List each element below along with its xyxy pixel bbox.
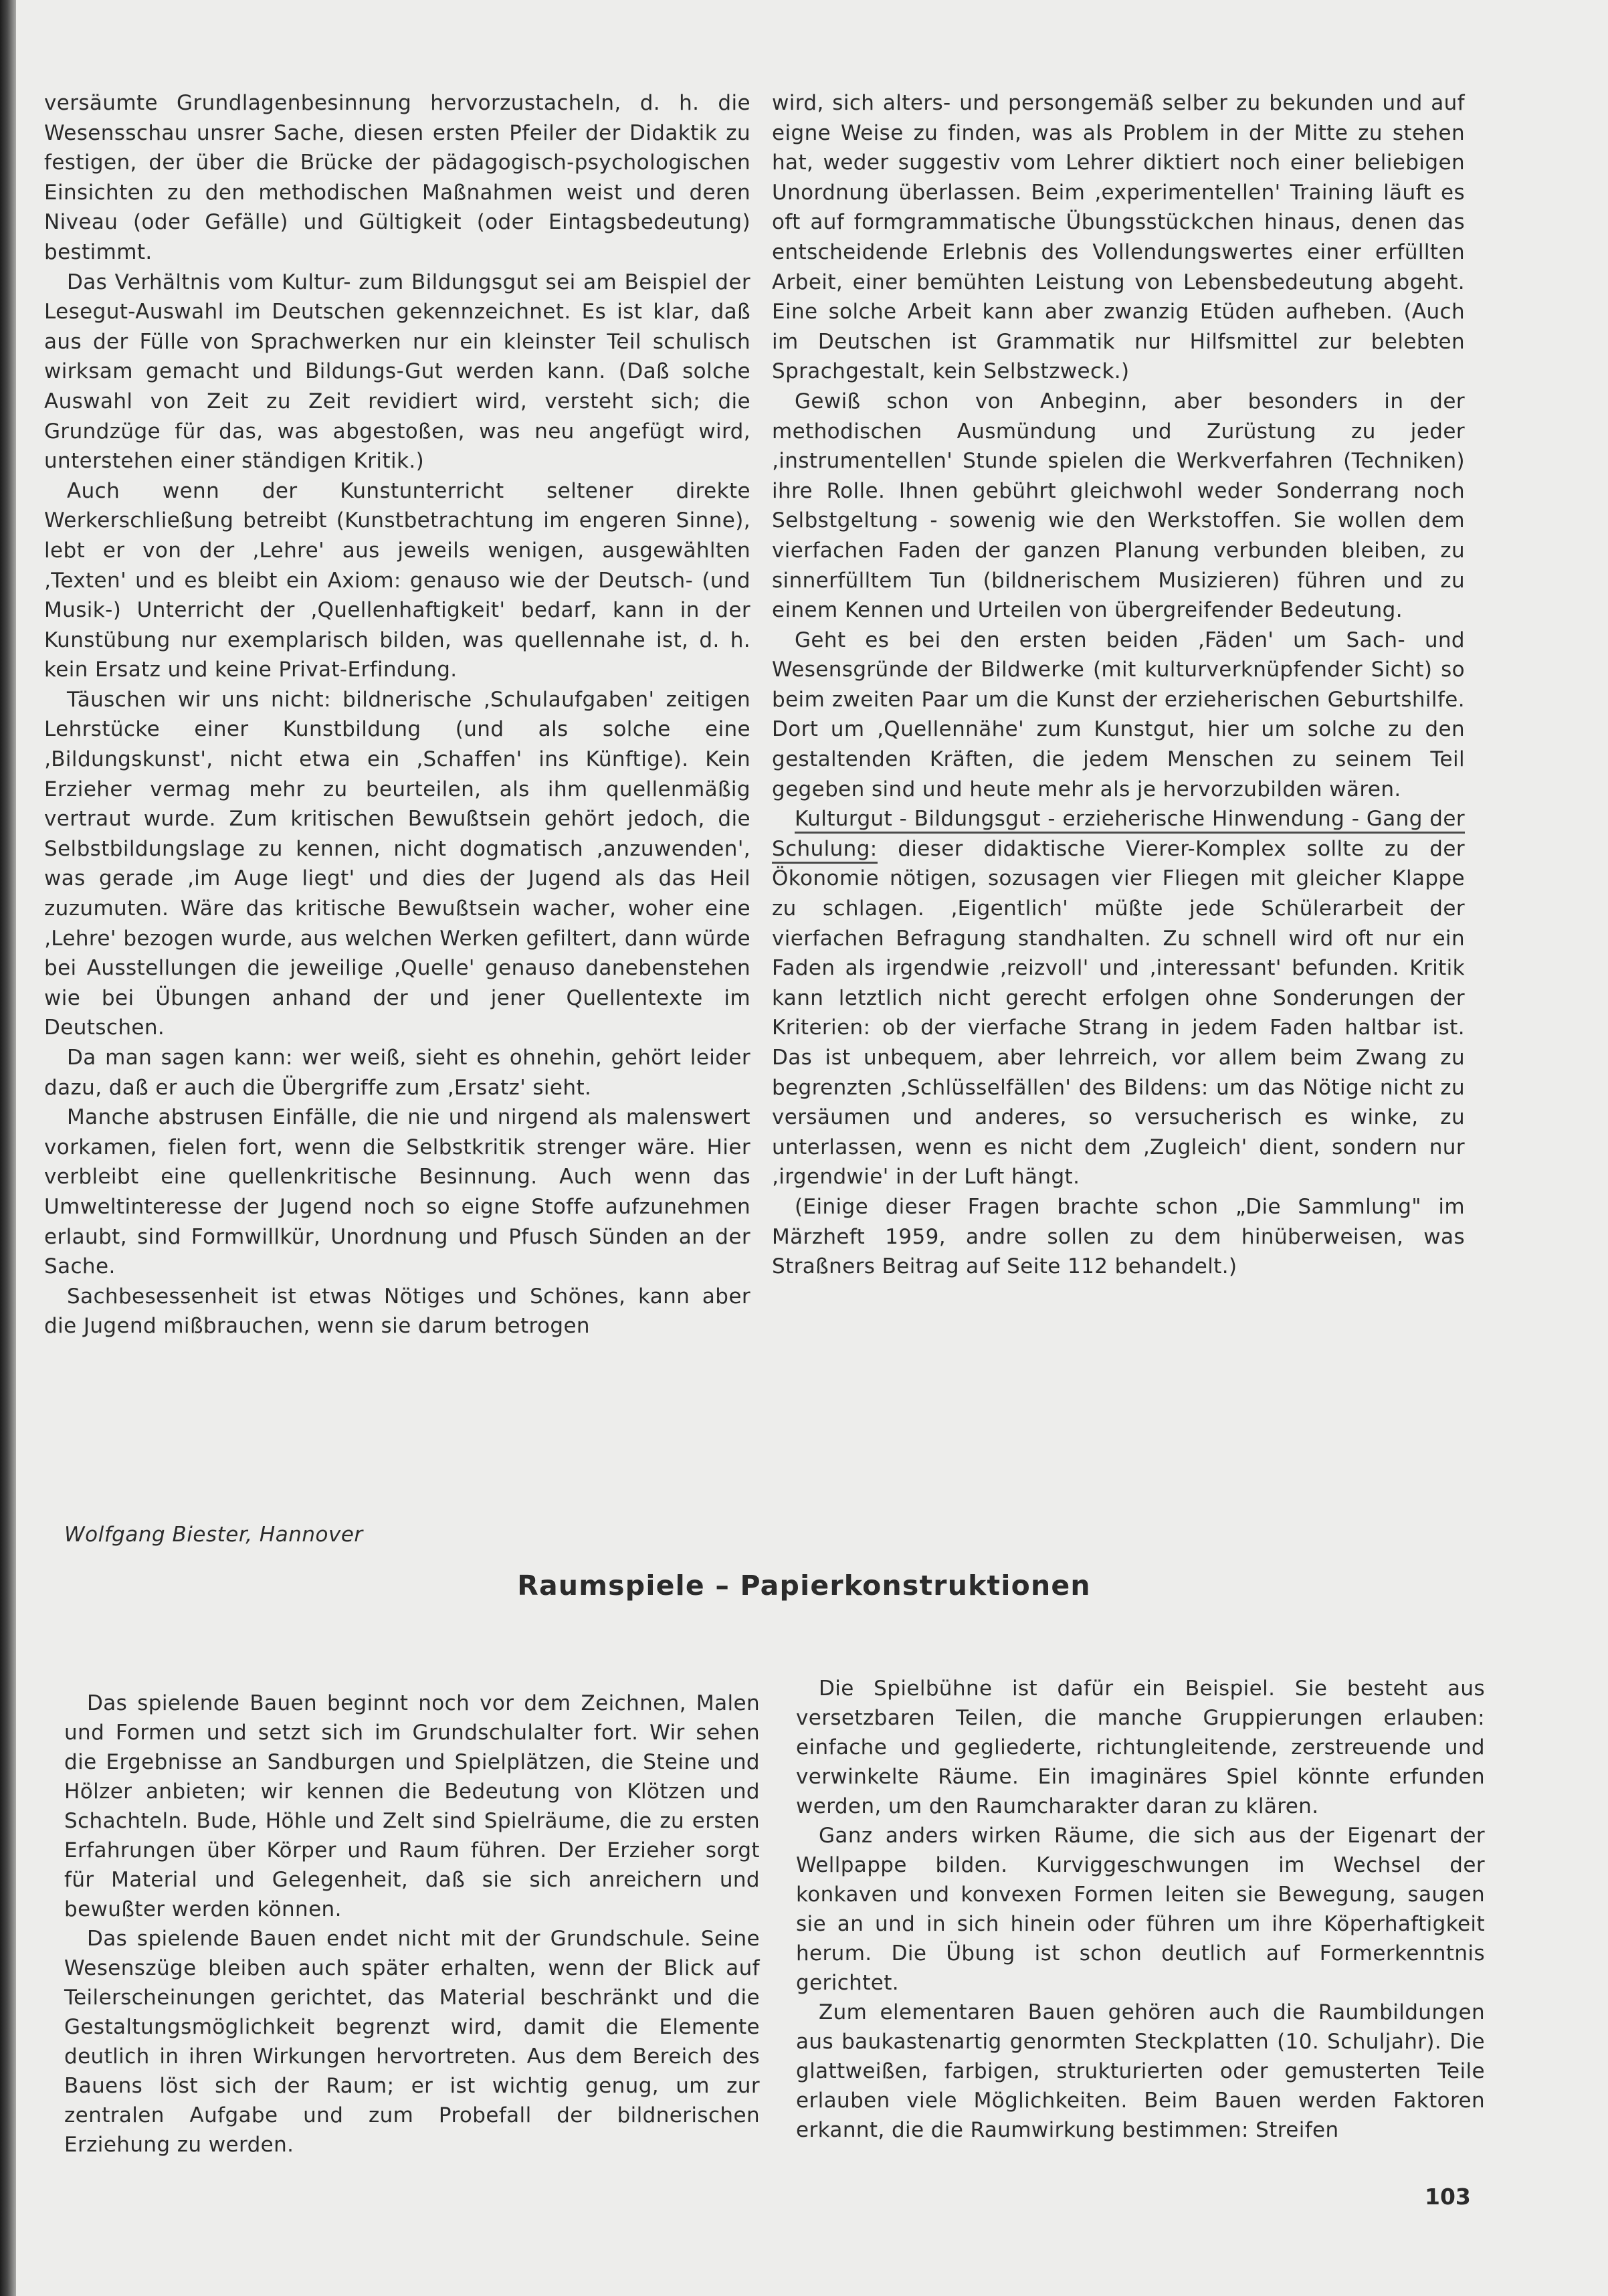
paragraph: (Einige dieser Fragen brachte schon „Die Sammlung" im Märzheft 1959, andre sollen zu dem hinüberweisen, was Straßners Beitrag auf Seite 112 behandelt.) [772,1194,1465,1279]
paragraph-continuation: dieser didaktische Vierer-Komplex sollte zu der Ökonomie nötigen, sozusagen vier Fliegen mit gleicher Klappe zu schlagen. ‚Eigentlich' müßte jede Schülerarbeit der vierfachen Befragung standhalten. Zu schnell wird oft nur ein Faden als irgendwie ‚reizvoll' und ‚interessant' befunden. Kritik kann letztlich nicht gerecht erfolgen ohne Sonderungen der Kriterien: ob der vierfache Strang in jedem Faden haltbar ist. Das ist unbequem, aber lehrreich, vor allem beim Zwang zu begrenzten ‚Schlüsselfällen' des Bildens: um das Nötige nicht zu versäumen und anderes, so versucherisch es winke, zu unterlassen, wenn es nicht dem ‚Zugleich' dient, sondern nur ‚irgendwie' in der Luft hängt. [772,836,1465,1189]
paragraph: Sachbesessenheit ist etwas Nötiges und Schönes, kann aber die Jugend mißbrauchen, wenn sie darum betrogen [44,1284,750,1339]
paragraph: wird, sich alters- und persongemäß selber zu bekunden und auf eigne Weise zu finden, was als Problem in der Mitte zu stehen hat, weder suggestiv vom Lehrer diktiert noch einer beliebigen Unordnung überlassen. Beim ‚experimentellen' Training läuft es oft auf formgrammatische Übungsstückchen hinaus, denen das entscheidende Erlebnis des Vollendungswertes einer erfüllten Arbeit, einer bemühten Leistung von Lebensbedeutung abgeht. Eine solche Arbeit kann aber zwanzig Etüden aufheben. (Auch im Deutschen ist Grammatik nur Hilfsmittel zur belebten Sprachgestalt, kein Selbstzweck.) [772,91,1465,384]
paragraph: Gewiß schon von Anbeginn, aber besonders in der methodischen Ausmündung und Zurüstung zu jeder ‚instrumentellen' Stunde spielen die Werkverfahren (Techniken) ihre Rolle. Ihnen gebührt gleichwohl weder Sonderrang noch Selbstgeltung - sowenig wie den Werkstoffen. Sie wollen dem vierfachen Faden der ganzen Planung verbunden bleiben, zu sinnerfülltem Tun (bildnerischem Musizieren) führen und zu einem Kennen und Urteilen von übergreifender Bedeutung. [772,389,1465,623]
paragraph: Geht es bei den ersten beiden ‚Fäden' um Sach- und Wesensgründe der Bildwerke (mit kulturverknüpfender Sicht) so beim zweiten Paar um die Kunst der erzieherischen Geburtshilfe. Dort um ‚Quellennähe' zum Kunstgut, hier um solche zu den gestaltenden Kräften, die jedem Menschen zu seinem Teil gegeben sind und heute mehr als je hervorzubilden wären. [772,628,1465,801]
article2-column-left [64,1689,760,2160]
paragraph-underlined-lead [772,804,1465,1192]
paragraph: Ganz anders wirken Räume, die sich aus der Eigenart der Wellpappe bilden. Kurviggeschwungen im Wechsel der konkaven und konvexen Formen leiten sie Bewegung, saugen sie an und in sich hinein oder führen um ihre Köperhaftigkeit herum. Die Übung ist schon deutlich auf Formerkenntnis gerichtet. [796,1824,1485,1995]
paragraph: Das spielende Bauen beginnt noch vor dem Zeichnen, Malen und Formen und setzt sich im Grundschulalter fort. Wir sehen die Ergebnisse an Sandburgen und Spielplätzen, die Steine und Hölzer anbieten; wir kennen die Bedeutung von Klötzen und Schachteln. Bude, Höhle und Zelt sind Spielräume, die zu ersten Erfahrungen über Körper und Raum führen. Der Erzieher sorgt für Material und Gelegenheit, daß sie sich anreichern und bewußter werden können. [64,1691,760,1921]
paragraph: Zum elementaren Bauen gehören auch die Raumbildungen aus baukastenartig genormten Steckplatten (10. Schuljahr). Die glattweißen, farbigen, strukturierten oder gemusterten Teile erlauben viele Möglichkeiten. Beim Bauen werden Faktoren erkannt, die die Raumwirkung bestimmen: Streifen [796,2000,1485,2142]
paragraph: Das spielende Bauen endet nicht mit der Grundschule. Seine Wesenszüge bleiben auch später erhalten, wenn der Blick auf Teilerscheinungen gerichtet, das Material beschränkt und die Gestaltungsmöglichkeit begrenzt wird, damit die Elemente deutlich in ihren Wirkungen hervortreten. Aus dem Bereich des Bauens löst sich der Raum; er ist wichtig genug, um zur zentralen Aufgabe und zum Probefall der bildnerischen Erziehung zu werden. [64,1927,760,2157]
binding-edge [0,0,16,2296]
article1-column-left [44,88,750,1341]
underlined-phrase: Kulturgut - Bildungsgut - erzieherische Hinwendung - Gang der Schulung: [772,807,1465,864]
paragraph: Die Spielbühne ist dafür ein Beispiel. Sie besteht aus versetzbaren Teilen, die manche Gruppierungen erlauben: einfache und gegliederte, richtungleitende, zerstreuende und verwinkelte Räume. Ein imaginäres Spiel könnte erfunden werden, um den Raumcharakter daran zu klären. [796,1677,1485,1818]
paragraph: Täuschen wir uns nicht: bildnerische ‚Schulaufgaben' zeitigen Lehrstücke einer Kunstbildung (und als solche eine ‚Bildungskunst', nicht etwa ein ‚Schaffen' ins Künftige). Kein Erzieher vermag mehr zu beurteilen, als ihm quellenmäßig vertraut wurde. Zum kritischen Bewußtsein gehört jedoch, die Selbstbildungslage zu kennen, nicht dogmatisch ‚anzuwenden', was gerade ‚im Auge liegt' und dies der Jugend als das Heil zuzumuten. Wäre das kritische Bewußtsein wacher, woher eine ‚Lehre' bezogen wurde, aus welchen Werken gefiltert, dann würde bei Ausstellungen die jeweilige ‚Quelle' genauso danebenstehen wie bei Übungen anhand der und jener Quellentexte im Deutschen. [44,687,750,1040]
paragraph: Auch wenn der Kunstunterricht seltener direkte Werkerschließung betreibt (Kunstbetrachtung im engeren Sinne), lebt er von der ‚Lehre' aus jeweils wenigen, ausgewählten ‚Texten' und es bleibt ein Axiom: genauso wie der Deutsch- (und Musik-) Unterricht der ‚Quellenhaftigkeit' bedarf, kann in der Kunstübung nur exemplarisch bilden, was quellennahe ist, d. h. kein Ersatz und keine Privat-Erfindung. [44,478,750,682]
article1-column-right [772,88,1465,1282]
paragraph: Das Verhältnis vom Kultur- zum Bildungsgut sei am Beispiel der Lesegut-Auswahl im Deutschen gekennzeichnet. Es ist klar, daß aus der Fülle von Sprachwerken nur ein kleinster Teil schulisch wirksam gemacht und Bildungs-Gut werden kann. (Daß solche Auswahl von Zeit zu Zeit revidiert wird, versteht sich; die Grundzüge für das, was abgestoßen, was neu angefügt wird, unterstehen einer ständigen Kritik.) [44,270,750,474]
page-number: 103 [1425,2184,1471,2210]
author-byline: Wolfgang Biester, Hannover [64,1523,363,1547]
paragraph: Manche abstrusen Einfälle, die nie und nirgend als malenswert vorkamen, fielen fort, wenn die Selbstkritik strenger wäre. Hier verbleibt eine quellenkritische Besinnung. Auch wenn das Umweltinteresse der Jugend noch so eigne Stoffe aufzunehmen erlaubt, sind Formwillkür, Unordnung und Pfusch Sünden an der Sache. [44,1105,750,1279]
paragraph: Da man sagen kann: wer weiß, sieht es ohnehin, gehört leider dazu, daß er auch die Übergriffe zum ‚Ersatz' sieht. [44,1046,750,1100]
paragraph: versäumte Grundlagenbesinnung hervorzustacheln, d. h. die Wesensschau unsrer Sache, diesen ersten Pfeiler der Didaktik zu festigen, der über die Brücke der pädagogisch-psychologischen Einsichten zu den methodischen Maßnahmen weist und deren Niveau (oder Gefälle) und Gültigkeit (oder Eintagsbedeutung) bestimmt. [44,91,750,264]
article-title: Raumspiele – Papierkonstruktionen [517,1569,1091,1602]
article2-column-right [796,1674,1485,2145]
